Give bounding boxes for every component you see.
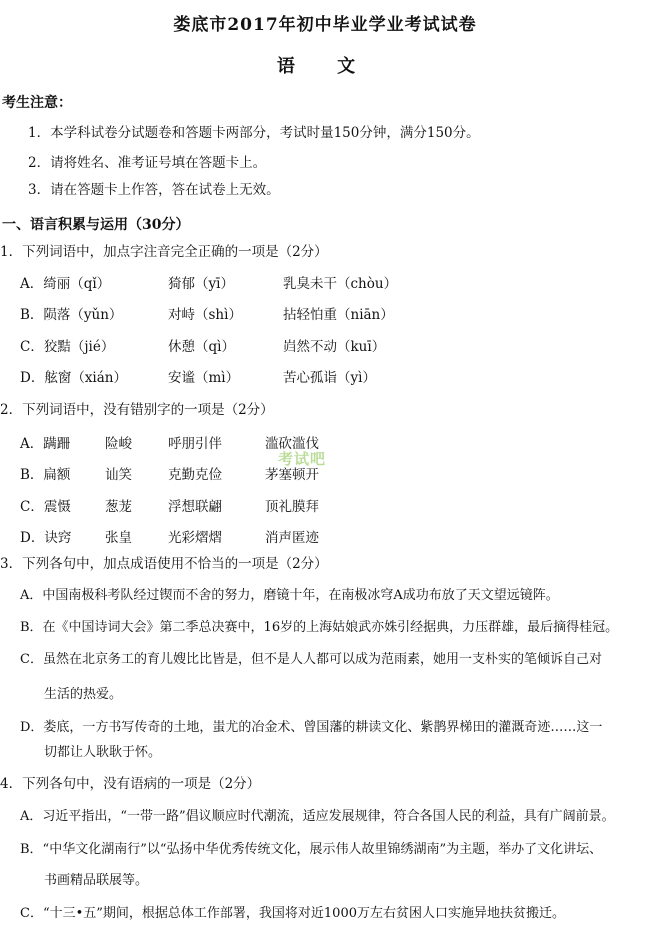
section-heading: 一、语言积累与运用（30分） (2, 217, 190, 233)
q2-option-a1: A．蹒跚 (20, 436, 71, 452)
q3-option-c-line2: 生活的热爱。 (44, 687, 123, 702)
q3-option-a: A．中国南极科考队经过锲而不舍的努力，磨镜十年，在南极冰穹A成功布放了天文望远镜阵。 (20, 588, 559, 603)
q4-option-a: A．习近平指出，“一带一路”倡议顺应时代潮流，适应发展规律，符合各国人民的利益，具有广阔前景。 (20, 809, 615, 824)
q4-option-b-line1: B．“中华文化湖南行”以“弘扬中华优秀传统文化，展示伟人故里锦绣湖南”为主题，举办了文化讲坛、 (20, 842, 603, 857)
q2-stem: 2．下列词语中，没有错别字的一项是（2分） (0, 402, 274, 418)
q2-option-a4: 滥砍滥伐 (265, 436, 319, 452)
q3-option-d-line1: D．娄底，一方书写传奇的土地，蚩尤的冶金术、曾国藩的耕读文化、紫鹊界梯田的灌溉奇迹……这一 (20, 720, 603, 735)
q1-option-b2: 对峙（shì） (168, 307, 242, 323)
q1-stem: 1．下列词语中，加点字注音完全正确的一项是（2分） (0, 244, 328, 260)
q2-option-c4: 顶礼膜拜 (265, 499, 319, 515)
q4-option-c: C．“十三•五”期间，根据总体工作部署，我国将对近1000万左右贫困人口实施异地扶贫搬迁。 (20, 906, 565, 921)
q2-option-c2: 葱茏 (105, 499, 132, 515)
q1-option-d2: 安谧（mì） (168, 370, 240, 386)
q2-option-b1: B．扁额 (20, 467, 71, 483)
q2-option-a3: 呼朋引伴 (168, 436, 222, 452)
q4-option-b-line2: 书画精品联展等。 (44, 873, 149, 888)
q2-option-c3: 浮想联翩 (168, 499, 222, 515)
q1-option-a2: 猗郁（yī） (168, 276, 234, 292)
q2-option-b3: 克勤克俭 (168, 467, 222, 483)
notice-item-2: 2．请将姓名、准考证号填在答题卡上。 (28, 155, 267, 171)
q2-option-b4: 茅塞顿开 (265, 467, 319, 483)
watermark-logo (278, 448, 326, 469)
q2-option-d2: 张皇 (105, 530, 132, 546)
q1-option-d3: 苦心孤诣（yì） (283, 370, 376, 386)
q1-option-d1: D．舷窗（xián） (20, 370, 127, 386)
q2-option-c1: C．震慑 (20, 499, 71, 515)
q1-option-a3: 乳臭未干（chòu） (283, 276, 398, 292)
q1-option-a1: A．绮丽（qǐ） (20, 276, 111, 292)
q1-option-b3: 拈轻怕重（niān） (283, 307, 394, 323)
q1-option-c3: 岿然不动（kuī） (283, 339, 386, 355)
q2-option-d3: 光彩熠熠 (168, 530, 222, 546)
exam-title: 娄底市2017年初中毕业学业考试试卷 (173, 15, 477, 35)
notice-item-3: 3．请在答题卡上作答，答在试卷上无效。 (28, 182, 280, 198)
q1-option-c1: C．狡黠（jié） (20, 339, 115, 355)
q4-stem: 4．下列各句中，没有语病的一项是（2分） (0, 776, 261, 792)
q3-option-b: B．在《中国诗词大会》第二季总决赛中，16岁的上海姑娘武亦姝引经据典，力压群雄，最后摘得桂冠。 (20, 620, 619, 635)
q2-option-a2: 险峻 (105, 436, 132, 452)
notice-heading: 考生注意： (2, 95, 72, 111)
q2-option-b2: 讪笑 (105, 467, 132, 483)
q2-option-d1: D．诀窍 (20, 530, 72, 546)
q2-option-d4: 消声匿迹 (265, 530, 319, 546)
watermark-text: 考试吧 (278, 450, 327, 468)
q3-option-d-line2: 切都让人耿耿于怀。 (44, 745, 162, 760)
q1-option-b1: B．陨落（yǔn） (20, 307, 123, 323)
q1-option-c2: 休憩（qì） (168, 339, 235, 355)
q3-option-c-line1: C．虽然在北京务工的育儿嫂比比皆是，但不是人人都可以成为范雨素，她用一支朴实的笔倾诉自己对 (20, 652, 602, 667)
subject-title: 语 文 (276, 56, 374, 77)
q3-stem: 3．下列各句中，加点成语使用不恰当的一项是（2分） (0, 556, 328, 572)
notice-item-1: 1．本学科试卷分试题卷和答题卡两部分，考试时量150分钟，满分150分。 (28, 125, 480, 141)
